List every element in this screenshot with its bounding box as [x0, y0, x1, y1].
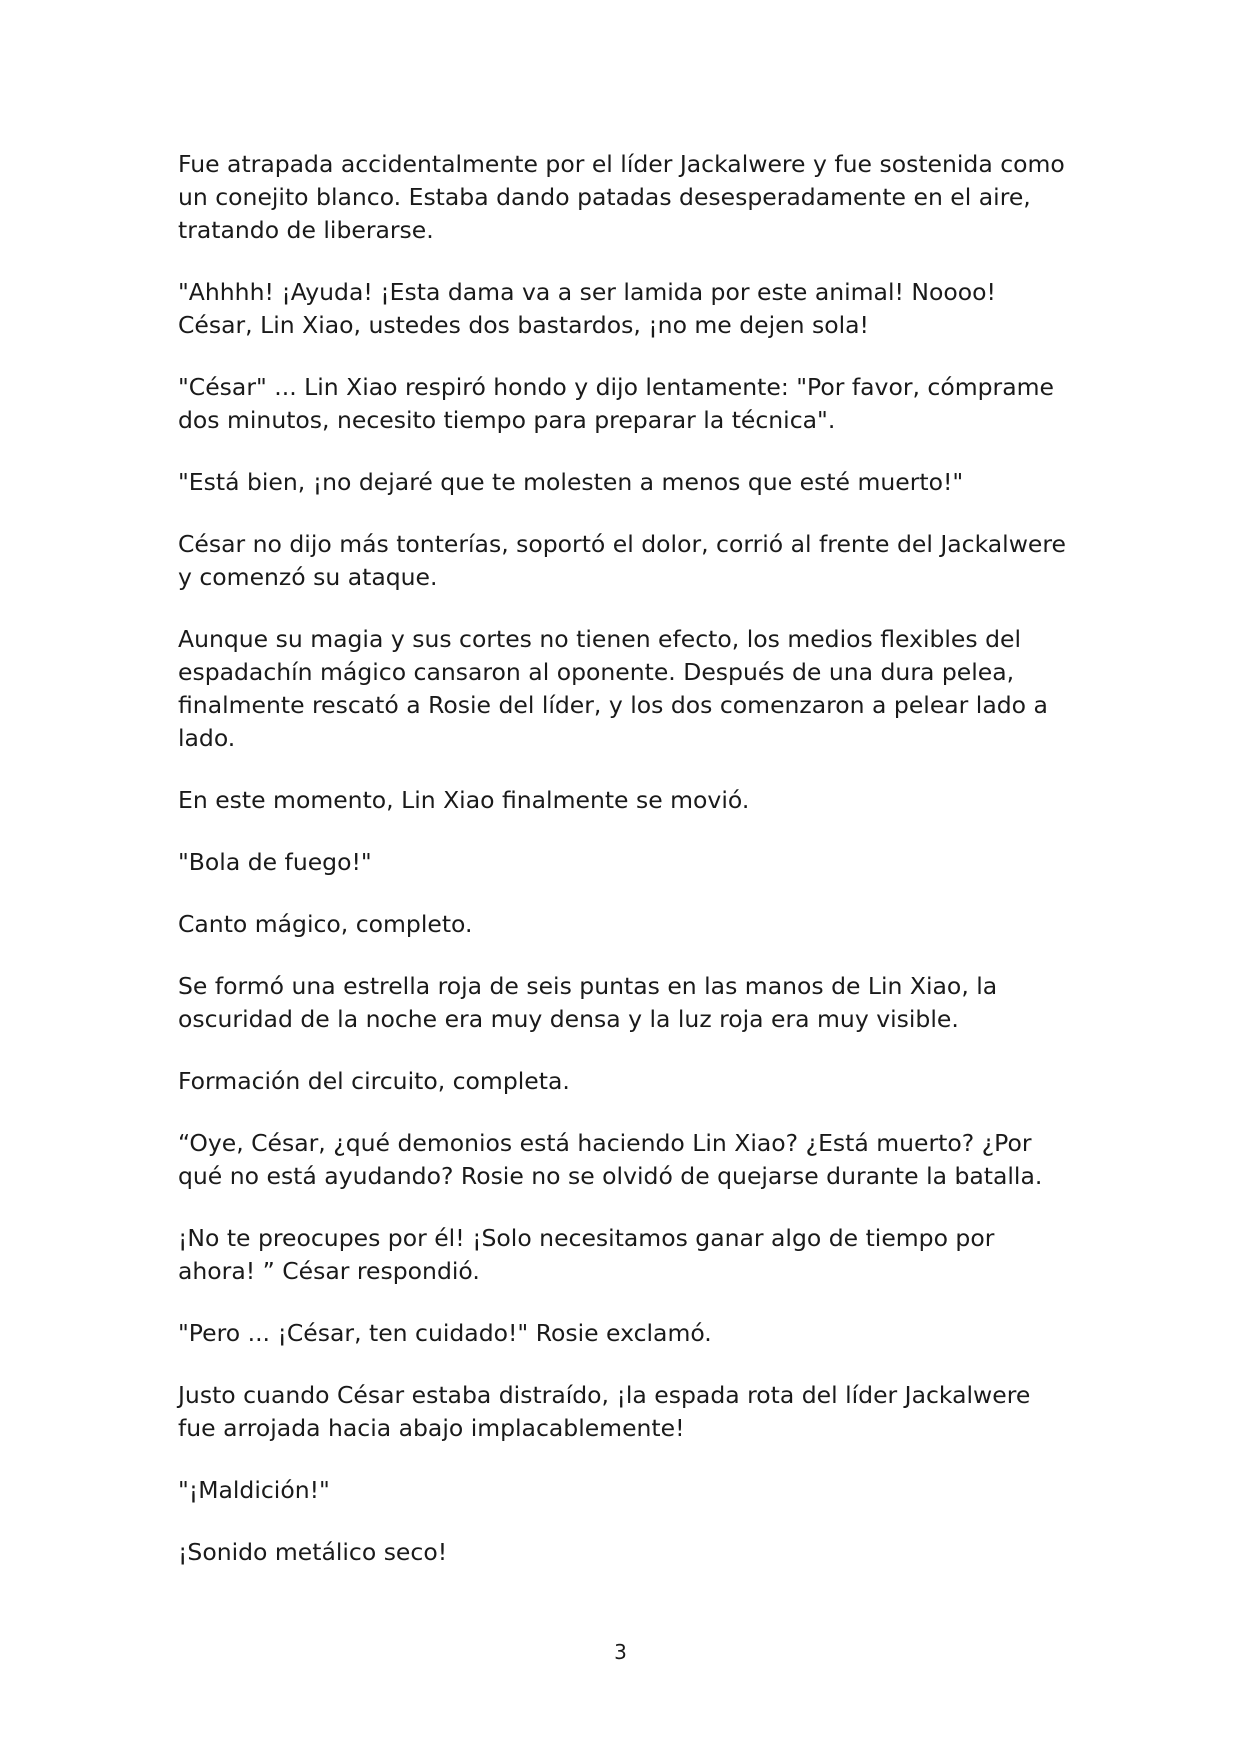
- paragraph: Se formó una estrella roja de seis puntas en las manos de Lin Xiao, la oscuridad de la noche era muy densa y la luz roja era muy visible.: [178, 972, 998, 1033]
- paragraph: Formación del circuito, completa.: [178, 1067, 570, 1095]
- paragraph: "Está bien, ¡no dejaré que te molesten a menos que esté muerto!": [178, 468, 964, 496]
- paragraph: Canto mágico, completo.: [178, 910, 473, 938]
- paragraph: “Oye, César, ¿qué demonios está haciendo Lin Xiao? ¿Está muerto? ¿Por qué no está ayudando? Rosie no se olvidó de quejarse durante la batalla.: [178, 1129, 1043, 1190]
- page-number: 3: [614, 1640, 627, 1664]
- paragraph: ¡Sonido metálico seco!: [178, 1538, 448, 1566]
- body-text: [178, 148, 1068, 1598]
- paragraph: Fue atrapada accidentalmente por el líder Jackalwere y fue sostenida como un conejito blanco. Estaba dando patadas desesperadamente en el aire, tratando de liberarse.: [178, 150, 1065, 244]
- paragraph: "¡Maldición!": [178, 1476, 330, 1504]
- paragraph: En este momento, Lin Xiao finalmente se movió.: [178, 786, 750, 814]
- paragraph: "Pero ... ¡César, ten cuidado!" Rosie exclamó.: [178, 1319, 712, 1347]
- paragraph: Aunque su magia y sus cortes no tienen efecto, los medios flexibles del espadachín mágico cansaron al oponente. Después de una dura pelea, finalmente rescató a Rosie del líder, y los dos comenzaron a pelear lado a lado.: [178, 625, 1048, 752]
- paragraph: ¡No te preocupes por él! ¡Solo necesitamos ganar algo de tiempo por ahora! ” César respondió.: [178, 1224, 995, 1285]
- paragraph: "César" ... Lin Xiao respiró hondo y dijo lentamente: "Por favor, cómprame dos minutos, necesito tiempo para preparar la técnica".: [178, 373, 1054, 434]
- paragraph: César no dijo más tonterías, soportó el dolor, corrió al frente del Jackalwere y comenzó su ataque.: [178, 530, 1066, 591]
- paragraph: Justo cuando César estaba distraído, ¡la espada rota del líder Jackalwere fue arrojada hacia abajo implacablemente!: [178, 1381, 1031, 1442]
- paragraph: "Bola de fuego!": [178, 848, 372, 876]
- paragraph: "Ahhhh! ¡Ayuda! ¡Esta dama va a ser lamida por este animal! Noooo! César, Lin Xiao, ustedes dos bastardos, ¡no me dejen sola!: [178, 278, 996, 339]
